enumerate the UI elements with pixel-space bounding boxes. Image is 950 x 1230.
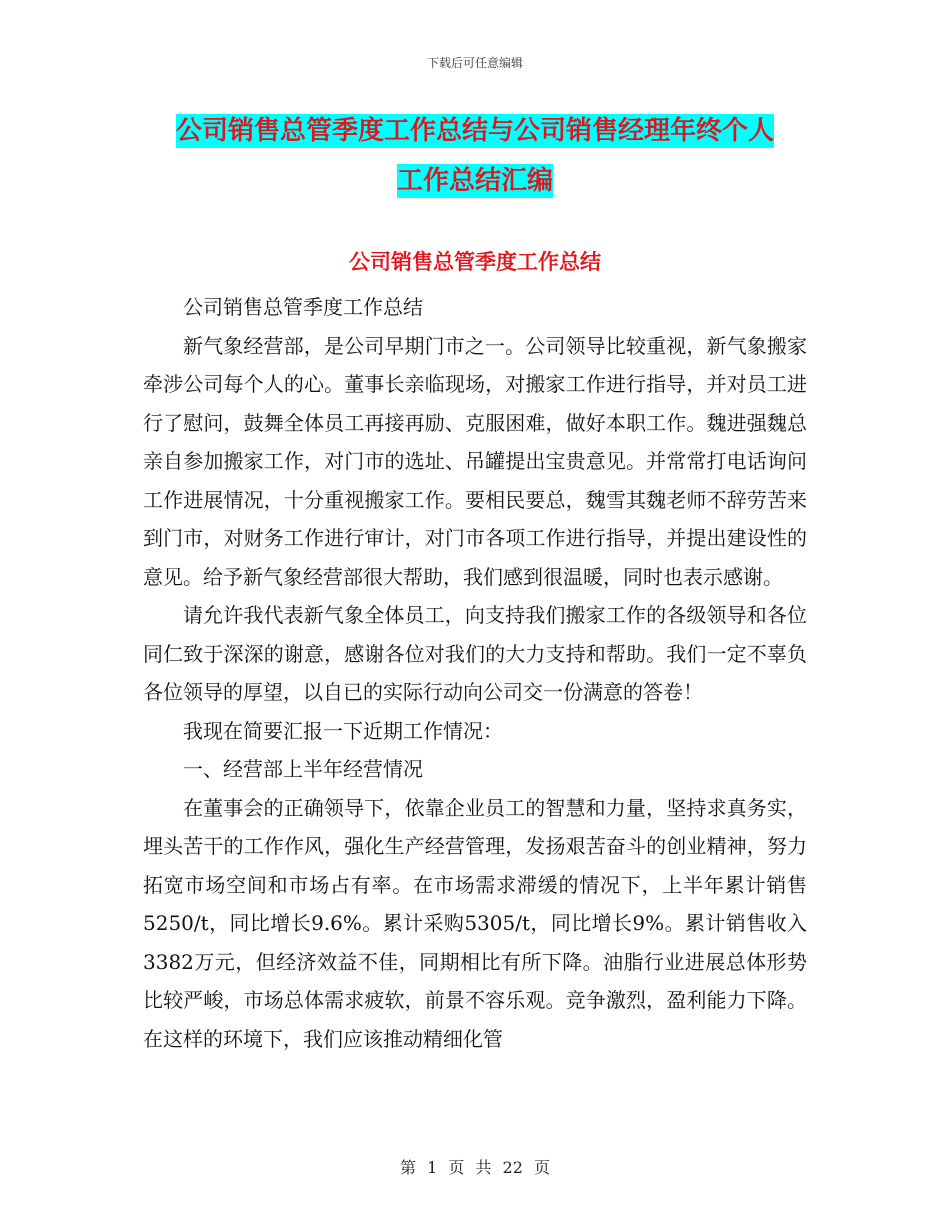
paragraph: 一、经营部上半年经营情况 — [183, 757, 423, 781]
paragraph: 我现在简要汇报一下近期工作情况： — [183, 718, 503, 743]
paragraph: 请允许我代表新气象全体员工，向支持我们搬家工作的各级领导和各位同仁致于深深的谢意，感谢各位对我们的大力支持和帮助。我们一定不辜负各位领导的厚望，以自已的实际行动向公司交一份满意的答卷！ — [143, 603, 807, 704]
page-footer: 第 1 页 共 22 页 — [400, 1158, 550, 1177]
paragraph: 新气象经营部，是公司早期门市之一。公司领导比较重视，新气象搬家牵涉公司每个人的心。董事长亲临现场，对搬家工作进行指导，并对员工进行了慰问，鼓舞全体员工再接再励、克服困难，做好本职工作。魏进强魏总亲自参加搬家工作，对门市的选址、吊罐提出宝贵意见。并常常打电话询问工作进展情况，十分重视搬家工作。要相民要总，魏雪其魏老师不辞劳苦来到门市，对财务工作进行审计，对门市各项工作进行指导，并提出建设性的意见。给予新气象经营部很大帮助，我们感到很温暖，同时也表示感谢。 — [143, 333, 807, 589]
section-title: 公司销售总管季度工作总结 — [349, 250, 601, 274]
header-note: 下载后可任意编辑 — [426, 56, 523, 70]
body-text — [143, 288, 807, 1058]
document-title — [140, 106, 810, 206]
title-line-1: 公司销售总管季度工作总结与公司销售经理年终个人 — [175, 116, 774, 146]
title-line-2: 工作总结汇编 — [396, 166, 553, 196]
paragraph: 在董事会的正确领导下，依靠企业员工的智慧和力量，坚持求真务实，埋头苦干的工作作风，强化生产经营管理，发扬艰苦奋斗的创业精神，努力拓宽市场空间和市场占有率。在市场需求滞缓的情况下，上半年累计销售5250/t，同比增长9.6%。累计采购5305/t，同比增长9%。累计销售收入3382万元，但经济效益不佳，同期相比有所下降。油脂行业进展总体形势比较严峻，市场总体需求疲软，前景不容乐观。竞争激烈，盈利能力下降。在这样的环境下，我们应该推动精细化管 — [143, 795, 807, 1051]
paragraph: 公司销售总管季度工作总结 — [183, 295, 423, 319]
